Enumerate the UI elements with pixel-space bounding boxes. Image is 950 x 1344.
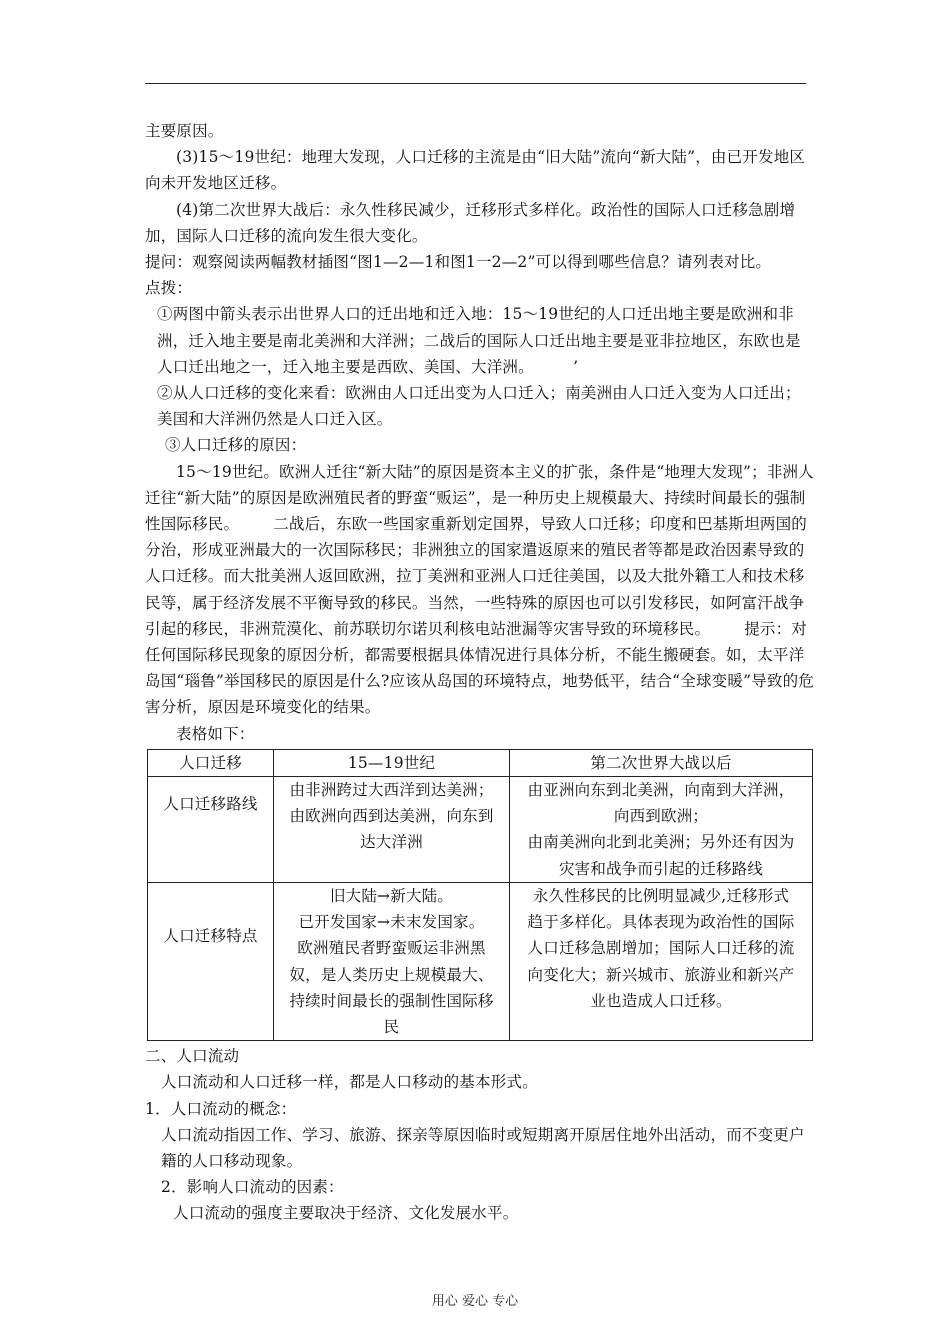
table-header-row [148,749,813,776]
row-label: 人口迁移特点 [148,882,274,1040]
table-cell [510,777,813,883]
cell-line: 向变化大；新兴城市、旅游业和新兴产 [527,965,795,984]
row-label: 人口迁移路线 [148,777,274,883]
reason-paragraph [145,459,815,721]
migration-table [147,749,813,1041]
section-title: 二、人口流动 [145,1047,240,1066]
cell-line: 旧大陆→新大陆。 [329,886,454,905]
table-intro: 表格如下： [176,724,255,743]
reason-postwar: 二战后，东欧一些国家重新划定国界，导致人口迁移；印度和巴基斯坦两国的分治，形成亚洲最大的一次国际移民；非洲独立的国家遣返原来的殖民者等都是政治因素导致的人口迁移。而大批美洲人返回欧洲，拉丁美洲和亚洲人口迁往美国，以及大批外籍工人和技术移民等，属于经济发展不平衡导致的移民。当然，一些特殊的原因也可以引发移民，如阿富汗战争引起的移民，非洲荒漠化、前苏联切尔诺贝利核电站泄漏等灾害导致的环境移民。 [145,515,808,638]
table-cell [274,777,510,883]
page-footer: 用心 爱心 专心 [431,1294,519,1309]
cell-line: 人口迁移急剧增加；国际人口迁移的流 [527,939,795,958]
cell-line: 永久性移民的比例明显减少,迁移形式 [532,886,790,905]
paragraph: 人口流动指因工作、学习、旅游、探亲等原因临时或短期离开原居住地外出活动，而不变更户籍的人口移动现象。 [161,1125,805,1170]
table-header: 15—19世纪 [274,749,510,776]
paragraph: (3)15～19世纪：地理大发现，人口迁移的主流是由“旧大陆”流向“新大陆”，由已开发地区向未开发地区迁移。 [145,148,806,193]
cell-line: 欧洲殖民者野蛮贩运非洲黑 [297,939,486,958]
point-1: ①两图中箭头表示出世界人口的迁出地和迁入地：15～19世纪的人口迁出地主要是欧洲和非洲，迁入地主要是南北美洲和大洋洲；二战后的国际人口迁出地主要是亚非拉地区，东欧也是人口迁出地之一，迁入地主要是西欧、美国、大洋洲。 ’ [157,305,801,376]
cell-line: 灾害和战争而引起的迁移路线 [558,859,764,878]
cell-line: 达大洋洲 [360,833,423,852]
paragraph: 人口流动的强度主要取决于经济、文化发展水平。 [173,1204,519,1223]
subheading: 1．人口流动的概念： [145,1099,297,1118]
point-3: ③人口迁移的原因： [165,436,307,455]
paragraph: 主要原因。 [145,122,224,140]
table-header: 人口迁移 [148,749,274,776]
table-cell [510,882,813,1040]
cell-line: 民 [383,1017,400,1036]
cell-line: 向西到欧洲； [613,807,709,826]
cell-line: 业也造成人口迁移。 [590,991,732,1010]
cell-line: 由南美洲向北到北美洲；另外还有因为 [527,833,795,852]
reason-15-19: 15～19世纪。欧洲人迁往“新大陆”的原因是资本主义的扩张，条件是“地理大发现”；非洲人迁往“新大陆”的原因是欧洲殖民者的野蛮“贩运”，是一种历史上规模最大、持续时间最长的强制性国际移民。 [145,462,814,534]
page-content [145,118,815,1227]
paragraph: (4)第二次世界大战后：永久性移民减少，迁移形式多样化。政治性的国际人口迁移急剧增加，国际人口迁移的流向发生很大变化。 [145,200,796,245]
reason-tip: 提示：对任何国际移民现象的原因分析，都需要根据具体情况进行具体分析，不能生搬硬套。如，太平洋岛国“瑙鲁”举国移民的原因是什么?应该从岛国的环境特点，地势低平，结合“全球变暖”导致的危害分析，原因是环境变化的结果。 [145,619,815,717]
paragraph: 人口流动和人口迁移一样，都是人口移动的基本形式。 [161,1073,538,1092]
table-header: 第二次世界大战以后 [510,749,813,776]
table-row [148,882,813,1040]
cell-line: 已开发国家→未末发国家。 [298,913,485,932]
header-rule [145,83,806,84]
table-row [148,777,813,883]
hint-heading: 点拨： [145,279,193,298]
cell-line: 持续时间最长的强制性国际移 [289,991,494,1010]
question: 提问：观察阅读两幅教材插图“图1—2—1和图1一2—2”可以得到哪些信息？请列表对比。 [145,253,772,272]
cell-line: 奴，是人类历史上规模最大、 [289,965,494,984]
point-2: ②从人口迁移的变化来看：欧洲由人口迁出变为人口迁入；南美洲由人口迁入变为人口迁出；美国和大洋洲仍然是人口迁入区。 [157,384,801,429]
table-cell [274,882,510,1040]
cell-line: 趋于多样化。具体表现为政治性的国际 [527,913,795,932]
cell-line: 由欧洲向西到达美洲，向东到 [289,807,494,826]
subheading: 2．影响人口流动的因素： [161,1178,344,1197]
cell-line: 由非洲跨过大西洋到达美洲； [289,781,494,800]
cell-line: 由亚洲向东到北美洲，向南到大洋洲， [527,781,795,800]
